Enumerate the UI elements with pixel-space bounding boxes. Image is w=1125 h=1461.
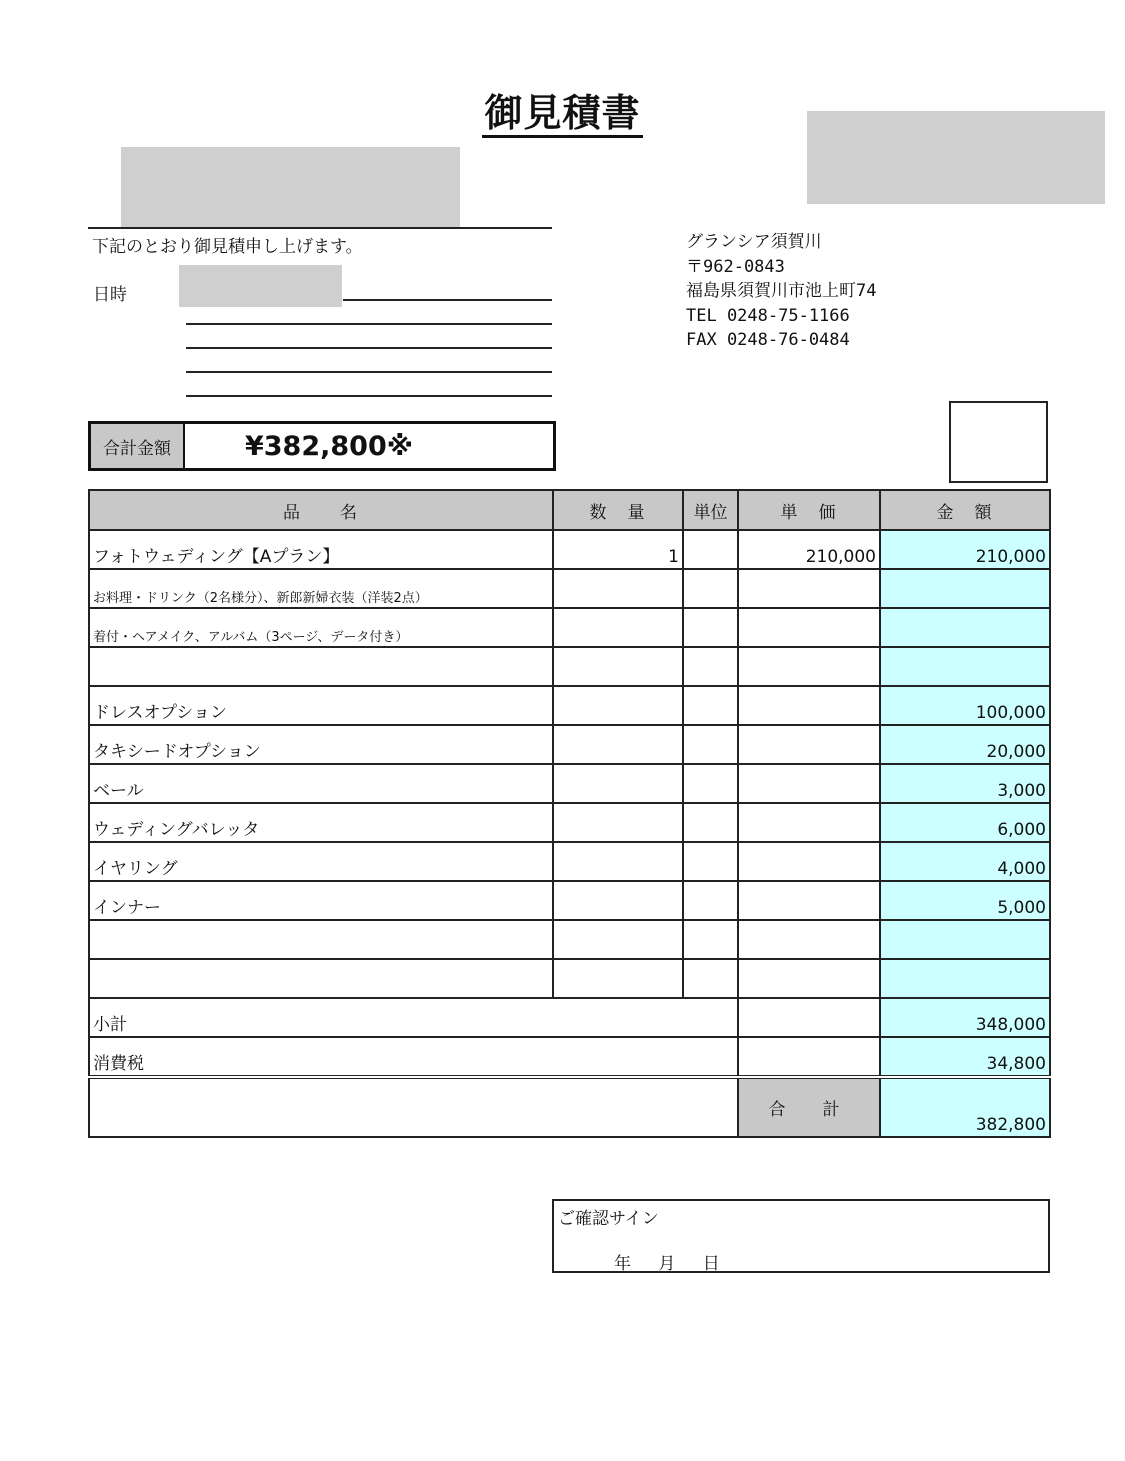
item-cell: タキシードオプション	[89, 725, 553, 764]
subtotal-price-cell	[738, 998, 880, 1037]
header-unit: 単位	[683, 490, 738, 530]
price-cell: 210,000	[738, 530, 880, 569]
item-cell	[89, 920, 553, 959]
company-fax: FAX 0248-76-0484	[686, 330, 850, 350]
header-price: 単 価	[738, 490, 880, 530]
table-row	[89, 725, 1050, 764]
unit-cell	[683, 686, 738, 725]
table-row	[89, 842, 1050, 881]
amount-cell: 4,000	[880, 842, 1050, 881]
grand-total-row	[89, 1077, 1050, 1137]
qty-cell	[553, 959, 683, 998]
total-amount-label: 合計金額	[91, 424, 185, 468]
unit-cell	[683, 803, 738, 842]
header-item: 品 名	[89, 490, 553, 530]
qty-cell: 1	[553, 530, 683, 569]
table-row	[89, 881, 1050, 920]
price-cell	[738, 842, 880, 881]
unit-cell	[683, 569, 738, 608]
company-address: 福島県須賀川市池上町74	[686, 281, 877, 301]
unit-cell	[683, 920, 738, 959]
blank-line	[186, 371, 552, 373]
sign-date: 年 月 日	[614, 1254, 720, 1274]
blank-line	[186, 347, 552, 349]
sign-label: ご確認サイン	[558, 1209, 659, 1229]
qty-cell	[553, 647, 683, 686]
redacted-recipient	[121, 147, 460, 227]
redacted-date	[179, 265, 342, 307]
confirmation-sign-box	[552, 1199, 1050, 1273]
qty-cell	[553, 803, 683, 842]
price-cell	[738, 920, 880, 959]
amount-cell: 6,000	[880, 803, 1050, 842]
table-row	[89, 764, 1050, 803]
amount-cell: 3,000	[880, 764, 1050, 803]
date-underline	[343, 299, 552, 301]
table-header-row	[89, 490, 1050, 530]
amount-cell	[880, 647, 1050, 686]
grand-total-amount: 382,800	[880, 1077, 1050, 1137]
qty-cell	[553, 569, 683, 608]
table-row	[89, 569, 1050, 608]
header-amount: 金 額	[880, 490, 1050, 530]
tax-row	[89, 1037, 1050, 1077]
grand-total-label: 合 計	[738, 1077, 880, 1137]
amount-cell	[880, 959, 1050, 998]
item-cell	[89, 959, 553, 998]
item-cell: ウェディングバレッタ	[89, 803, 553, 842]
subtotal-row	[89, 998, 1050, 1037]
table-row	[89, 803, 1050, 842]
company-info	[686, 230, 876, 353]
qty-cell	[553, 881, 683, 920]
qty-cell	[553, 764, 683, 803]
company-tel: TEL 0248-75-1166	[686, 305, 850, 326]
amount-cell	[880, 608, 1050, 647]
company-name: グランシア須賀川	[686, 232, 822, 252]
unit-cell	[683, 881, 738, 920]
price-cell	[738, 803, 880, 842]
qty-cell	[553, 608, 683, 647]
qty-cell	[553, 842, 683, 881]
unit-cell	[683, 608, 738, 647]
unit-cell	[683, 725, 738, 764]
estimate-table	[88, 489, 1051, 1138]
grand-total-blank	[89, 1077, 738, 1137]
item-cell: フォトウェディング【Aプラン】	[89, 530, 553, 569]
total-amount-value: ¥382,800※	[244, 430, 413, 462]
recipient-underline	[88, 227, 552, 229]
item-cell: ベール	[89, 764, 553, 803]
tax-label: 消費税	[89, 1037, 738, 1077]
price-cell	[738, 959, 880, 998]
qty-cell	[553, 686, 683, 725]
subtotal-label: 小計	[89, 998, 738, 1037]
tax-price-cell	[738, 1037, 880, 1077]
price-cell	[738, 608, 880, 647]
table-row	[89, 686, 1050, 725]
blank-line	[186, 395, 552, 397]
item-cell	[89, 647, 553, 686]
table-row	[89, 530, 1050, 569]
price-cell	[738, 725, 880, 764]
price-cell	[738, 569, 880, 608]
document-title: 御見積書	[0, 82, 1125, 137]
header-qty: 数 量	[553, 490, 683, 530]
amount-cell	[880, 920, 1050, 959]
qty-cell	[553, 920, 683, 959]
item-cell: インナー	[89, 881, 553, 920]
qty-cell	[553, 725, 683, 764]
amount-cell: 5,000	[880, 881, 1050, 920]
date-label: 日時	[93, 285, 127, 305]
table-row	[89, 647, 1050, 686]
table-row	[89, 608, 1050, 647]
unit-cell	[683, 647, 738, 686]
amount-cell: 210,000	[880, 530, 1050, 569]
total-amount-box	[88, 421, 556, 471]
company-postal: 〒962-0843	[686, 256, 785, 277]
stamp-box	[949, 401, 1048, 483]
redacted-header-info	[807, 111, 1105, 204]
table-row	[89, 920, 1050, 959]
item-cell: 着付・ヘアメイク、アルバム（3ページ、データ付き）	[89, 608, 553, 647]
intro-text: 下記のとおり御見積申し上げます。	[92, 237, 363, 257]
price-cell	[738, 686, 880, 725]
table-row	[89, 959, 1050, 998]
item-cell: ドレスオプション	[89, 686, 553, 725]
unit-cell	[683, 764, 738, 803]
item-cell: イヤリング	[89, 842, 553, 881]
item-cell: お料理・ドリンク（2名様分）、新郎新婦衣装（洋装2点）	[89, 569, 553, 608]
price-cell	[738, 764, 880, 803]
unit-cell	[683, 530, 738, 569]
amount-cell	[880, 569, 1050, 608]
unit-cell	[683, 842, 738, 881]
amount-cell: 20,000	[880, 725, 1050, 764]
unit-cell	[683, 959, 738, 998]
tax-amount: 34,800	[880, 1037, 1050, 1077]
subtotal-amount: 348,000	[880, 998, 1050, 1037]
blank-line	[186, 323, 552, 325]
amount-cell: 100,000	[880, 686, 1050, 725]
price-cell	[738, 881, 880, 920]
price-cell	[738, 647, 880, 686]
